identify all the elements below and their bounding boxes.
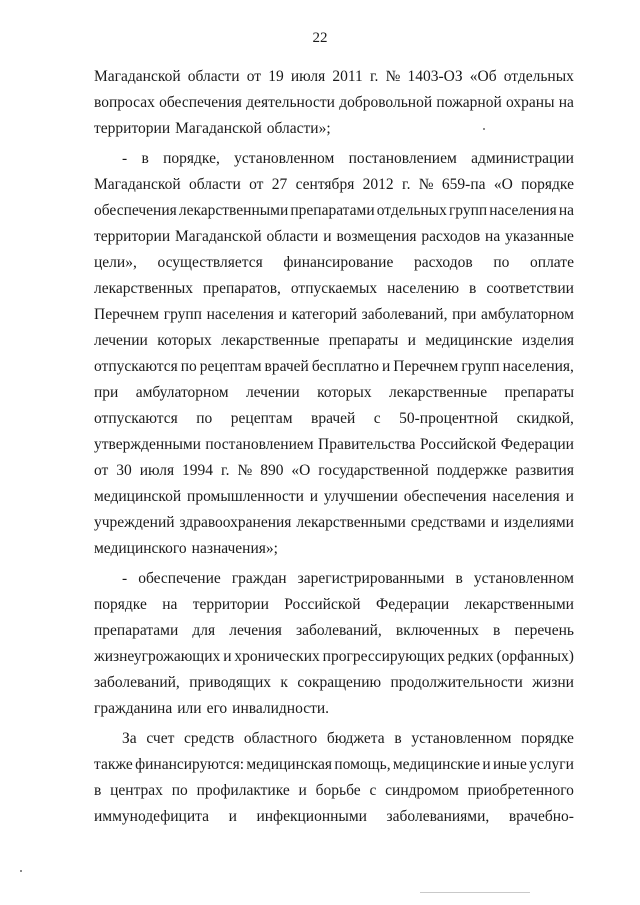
- word: граждан: [231, 570, 287, 587]
- word: 2011: [332, 68, 363, 85]
- word: отпускаются: [94, 410, 178, 427]
- word: сокращению: [297, 674, 382, 691]
- text-line: [94, 224, 574, 250]
- word: лекарственными: [178, 202, 289, 219]
- text-line: [94, 644, 574, 670]
- word: населения: [492, 488, 560, 505]
- word: также: [94, 756, 133, 773]
- word: при: [452, 306, 477, 323]
- text-line: [122, 726, 574, 752]
- word: указанные: [505, 228, 574, 245]
- word: и: [490, 514, 499, 531]
- word: отпускаемых: [290, 280, 378, 297]
- word: в: [455, 570, 463, 587]
- word: населения: [489, 202, 557, 219]
- text-line: [94, 302, 574, 328]
- word: осуществляется: [157, 254, 263, 271]
- text-line: [94, 276, 574, 302]
- word: области: [266, 228, 319, 245]
- word: возмещения: [336, 228, 417, 245]
- word: финансируются:: [135, 756, 245, 773]
- text-line: [94, 670, 574, 696]
- scan-mark: [483, 128, 485, 130]
- word: «Об: [469, 68, 497, 85]
- word: бесплатно: [311, 358, 379, 375]
- word: территории: [94, 228, 171, 245]
- word: улучшении: [323, 488, 398, 505]
- word: охраны: [506, 94, 555, 111]
- word: «О: [291, 462, 311, 479]
- word: средств: [184, 730, 235, 747]
- word: порядке: [521, 730, 574, 747]
- word: медицинская: [246, 756, 333, 773]
- word: от: [249, 176, 264, 193]
- word: в: [94, 782, 102, 799]
- word: территории: [192, 596, 269, 613]
- word: июля: [139, 462, 175, 479]
- word: утвержденными: [94, 436, 201, 453]
- word: населения: [206, 306, 275, 323]
- text-line: [94, 380, 574, 406]
- word: групп: [163, 306, 202, 323]
- word: лечении: [94, 332, 148, 349]
- word: 1994: [182, 462, 214, 479]
- word: установленном: [411, 730, 512, 747]
- word: «О: [493, 176, 513, 193]
- word: 890: [260, 462, 284, 479]
- word: медицинской: [94, 488, 182, 505]
- word: г.: [369, 68, 379, 85]
- text-line: [94, 536, 574, 562]
- word: рецептам: [199, 358, 262, 375]
- word: к: [280, 674, 288, 691]
- text-line: [94, 484, 574, 510]
- text-line: [122, 566, 574, 592]
- word: инвалидности.: [232, 700, 330, 717]
- word: июля: [290, 68, 326, 85]
- word: препаратами: [290, 202, 375, 219]
- word: 19: [268, 68, 284, 85]
- word: Магаданской: [94, 68, 181, 85]
- word: лечения: [229, 622, 282, 639]
- word: отдельных: [503, 68, 574, 85]
- word: отпускаются: [94, 358, 178, 375]
- word: установленном: [473, 570, 574, 587]
- word: заболеваниями,: [386, 808, 490, 825]
- word: поддержке: [436, 462, 508, 479]
- word: лекарственные: [221, 332, 320, 349]
- word: иные: [492, 756, 527, 773]
- text-line: [94, 592, 574, 618]
- word: в: [141, 150, 149, 167]
- word: сентября: [295, 176, 355, 193]
- word: жизни: [532, 674, 574, 691]
- word: врачей: [264, 358, 309, 375]
- word: помощь,: [334, 756, 391, 773]
- word: приобретенного: [467, 782, 574, 799]
- word: медицинские: [392, 756, 481, 773]
- word: при: [94, 384, 119, 401]
- word: государственной: [318, 462, 429, 479]
- word: на: [485, 228, 501, 245]
- word: хронических: [234, 648, 320, 665]
- word: заболеваний,: [361, 306, 448, 323]
- word: обеспечения: [403, 488, 487, 505]
- word: по: [180, 358, 197, 375]
- word: отдельных: [376, 202, 447, 219]
- word: Магаданской: [175, 228, 262, 245]
- word: г.: [221, 462, 230, 479]
- word: счет: [146, 730, 175, 747]
- word: продолжительности: [390, 674, 523, 691]
- text-line: [94, 172, 574, 198]
- word: на: [558, 94, 574, 111]
- word: финансирование: [283, 254, 394, 271]
- word: Перечнем: [94, 306, 160, 323]
- word: обеспечения: [159, 94, 242, 111]
- word: включенных: [395, 622, 479, 639]
- word: области: [187, 68, 240, 85]
- word: зарегистрированными: [297, 570, 445, 587]
- word: -: [122, 150, 128, 167]
- word: здравоохранения: [179, 514, 292, 531]
- word: редких: [447, 648, 494, 665]
- text-line: [94, 250, 574, 276]
- word: администрации: [471, 150, 574, 167]
- word: профилактике: [196, 782, 290, 799]
- word: которых: [317, 384, 372, 401]
- word: оплате: [530, 254, 574, 271]
- word: лечении: [245, 384, 300, 401]
- word: изделия: [521, 332, 574, 349]
- word: препараты: [504, 384, 574, 401]
- word: скидкой,: [516, 410, 574, 427]
- word: бюджета: [326, 730, 385, 747]
- word: Правительства: [318, 436, 416, 453]
- text-line: [94, 432, 574, 458]
- text-line: [94, 198, 574, 224]
- word: борьбе: [315, 782, 361, 799]
- word: перечень: [514, 622, 574, 639]
- page-number: 22: [312, 30, 328, 46]
- word: и: [565, 488, 574, 505]
- word: расходов: [413, 254, 473, 271]
- word: расходов: [421, 228, 481, 245]
- word: вопросах: [94, 94, 155, 111]
- text-line: [94, 64, 574, 90]
- word: Федерации: [500, 436, 574, 453]
- word: установленном: [234, 150, 335, 167]
- word: его: [206, 700, 228, 717]
- word: и: [323, 228, 332, 245]
- word: и: [228, 808, 237, 825]
- word: постановлением: [348, 150, 457, 167]
- word: иммунодефицита: [94, 808, 209, 825]
- word: амбулаторном: [481, 306, 574, 323]
- word: в: [394, 730, 402, 747]
- word: 50-процентной: [399, 410, 499, 427]
- word: врачей: [311, 410, 356, 427]
- word: промышленности: [187, 488, 304, 505]
- word: соответствии: [486, 280, 574, 297]
- word: назначения»;: [191, 540, 278, 557]
- text-line: [94, 696, 574, 722]
- word: лекарственными: [464, 596, 574, 613]
- word: Магаданской: [175, 120, 262, 137]
- word: пожарной: [436, 94, 502, 111]
- scan-mark: [20, 870, 22, 872]
- word: 2012: [362, 176, 394, 193]
- word: №: [237, 462, 253, 479]
- word: и: [278, 306, 287, 323]
- word: и: [407, 332, 416, 349]
- word: Российской: [419, 436, 497, 453]
- word: для: [192, 622, 216, 639]
- word: групп: [448, 202, 488, 219]
- text-line: [94, 90, 574, 116]
- word: на: [162, 596, 178, 613]
- word: по: [196, 410, 213, 427]
- text-line: [94, 406, 574, 432]
- word: развития: [515, 462, 574, 479]
- word: и: [298, 782, 307, 799]
- word: постановлением: [205, 436, 314, 453]
- word: в: [493, 622, 501, 639]
- word: 1403-ОЗ: [407, 68, 463, 85]
- word: -: [122, 570, 128, 587]
- text-line: [122, 146, 574, 172]
- word: областного: [243, 730, 318, 747]
- word: инфекционными: [256, 808, 367, 825]
- word: №: [418, 176, 434, 193]
- word: учреждений: [94, 514, 175, 531]
- word: по: [171, 782, 188, 799]
- word: порядке: [94, 596, 147, 613]
- text-line: [94, 116, 574, 142]
- word: категорий: [291, 306, 358, 323]
- word: с: [373, 410, 381, 427]
- word: групп: [461, 358, 500, 375]
- text-line: [94, 510, 574, 536]
- word: 659-па: [441, 176, 486, 193]
- word: территории: [94, 120, 171, 137]
- word: порядке,: [163, 150, 220, 167]
- text-line: [94, 804, 574, 830]
- word: деятельности: [246, 94, 335, 111]
- word: в: [469, 280, 477, 297]
- word: За: [122, 730, 137, 747]
- word: Перечнем: [393, 358, 459, 375]
- word: которых: [157, 332, 212, 349]
- word: на: [558, 202, 574, 219]
- word: 27: [271, 176, 288, 193]
- word: г.: [401, 176, 411, 193]
- scan-mark: [420, 892, 530, 893]
- word: и: [309, 488, 319, 505]
- word: Федерации: [375, 596, 450, 613]
- word: заболеваний,: [296, 622, 382, 639]
- word: населения,: [502, 358, 574, 375]
- word: лекарственными: [296, 514, 406, 531]
- word: и: [223, 648, 232, 665]
- word: гражданина: [94, 700, 173, 717]
- word: лекарственные: [388, 384, 488, 401]
- word: от: [246, 68, 262, 85]
- text-line: [94, 458, 574, 484]
- word: прогрессирующих: [322, 648, 445, 665]
- word: обеспечения: [94, 202, 177, 219]
- text-line: [94, 328, 574, 354]
- text-line: [94, 752, 574, 778]
- word: препаратами: [94, 622, 179, 639]
- text-line: [94, 354, 574, 380]
- word: препараты: [328, 332, 399, 349]
- word: услуги: [529, 756, 574, 773]
- word: порядке: [521, 176, 574, 193]
- word: №: [385, 68, 401, 85]
- word: медицинского: [94, 540, 187, 557]
- word: от: [94, 462, 109, 479]
- word: с: [369, 782, 377, 799]
- word: жизнеугрожающих: [94, 648, 221, 665]
- word: и: [482, 756, 491, 773]
- word: Магаданской: [94, 176, 181, 193]
- text-line: [94, 618, 574, 644]
- word: области: [188, 176, 241, 193]
- word: врачебно-: [508, 808, 574, 825]
- word: обеспечение: [138, 570, 221, 587]
- word: населению: [387, 280, 460, 297]
- word: и: [381, 358, 391, 375]
- text-line: [94, 778, 574, 804]
- word: медицинские: [425, 332, 513, 349]
- word: рецептам: [230, 410, 293, 427]
- word: (орфанных): [496, 648, 574, 665]
- word: синдромом: [385, 782, 459, 799]
- word: лекарственных: [94, 280, 194, 297]
- word: приводящих: [189, 674, 272, 691]
- word: изделиями: [503, 514, 574, 531]
- word: или: [177, 700, 202, 717]
- word: амбулаторном: [135, 384, 229, 401]
- word: заболеваний,: [94, 674, 180, 691]
- word: средствами: [410, 514, 486, 531]
- word: по: [493, 254, 510, 271]
- word: центрах: [110, 782, 163, 799]
- word: области»;: [266, 120, 331, 137]
- word: препаратов,: [203, 280, 281, 297]
- word: Российской: [284, 596, 361, 613]
- word: добровольной: [339, 94, 433, 111]
- word: цели»,: [94, 254, 137, 271]
- word: 30: [116, 462, 132, 479]
